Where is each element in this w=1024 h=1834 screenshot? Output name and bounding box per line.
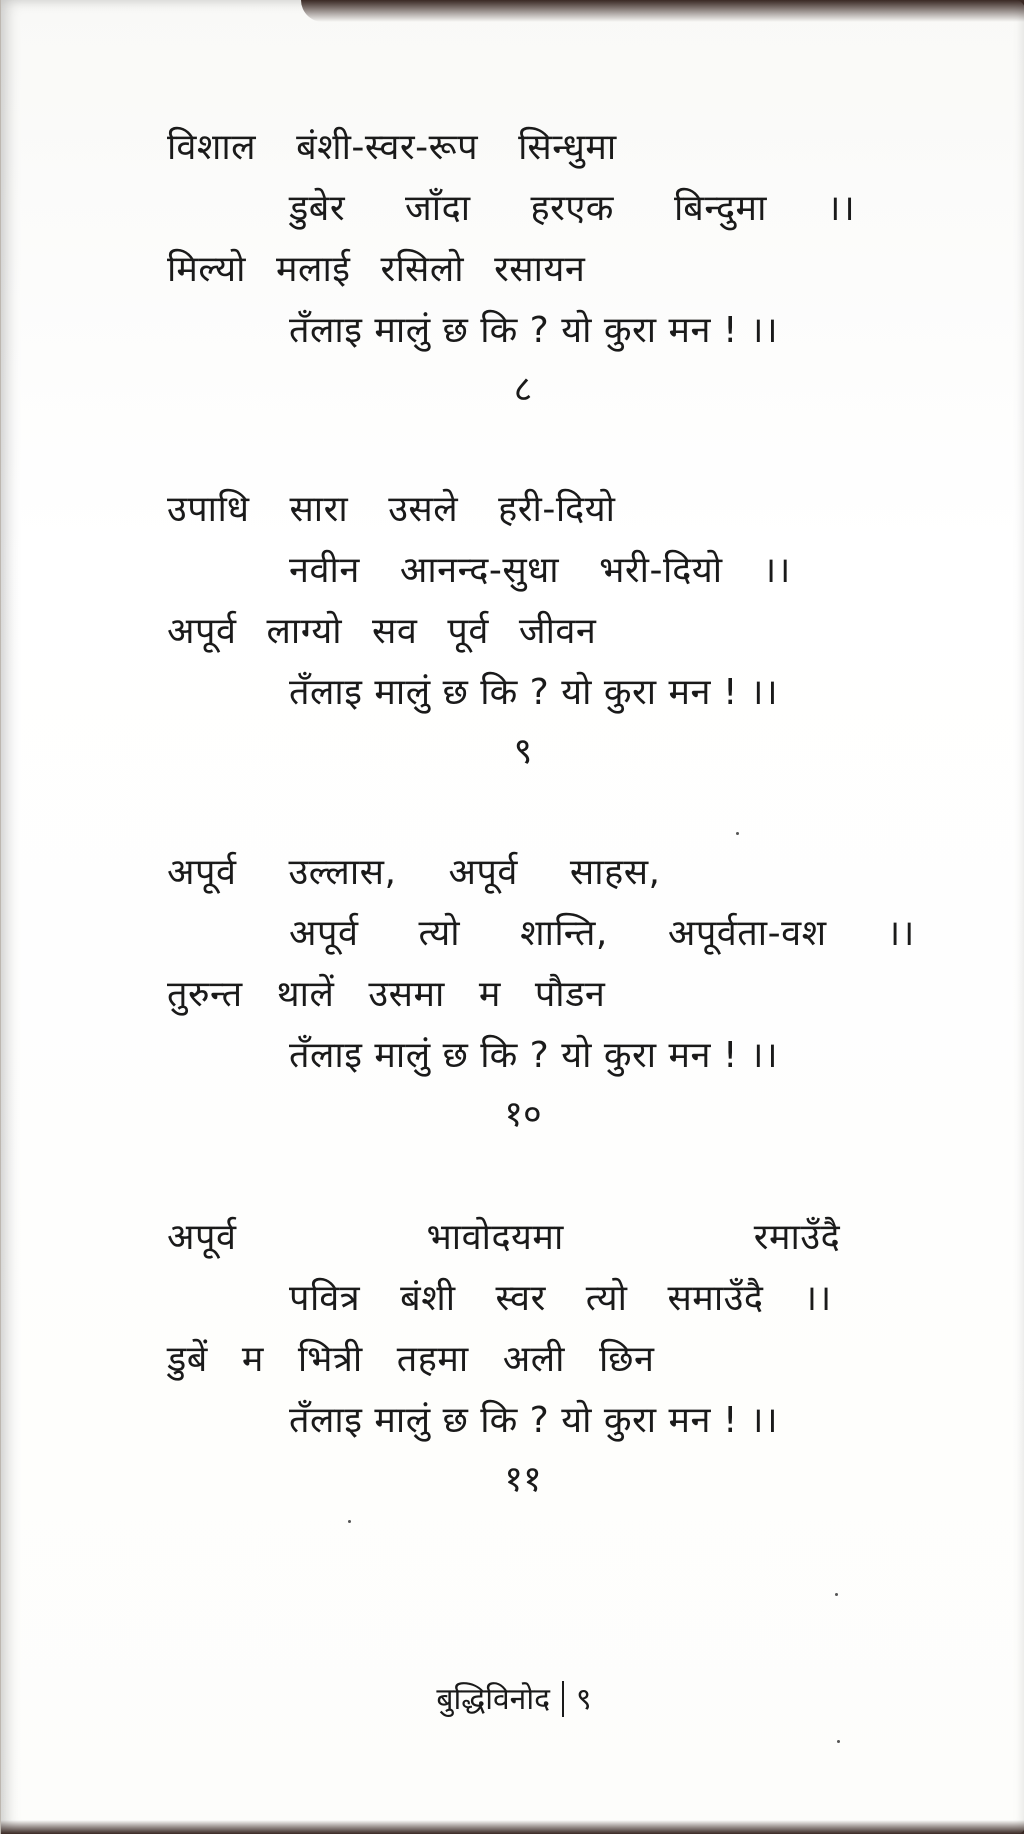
paper-speck [835, 1593, 838, 1596]
verse-word: बिन्दुमा [673, 188, 767, 229]
verse-word: मलाई [276, 249, 351, 290]
verse-word: अपूर्व [167, 611, 237, 652]
verse-word: हरएक [530, 188, 614, 229]
verse-line [167, 1216, 840, 1260]
stanza-number: ११ [504, 1459, 542, 1500]
page-top-shadow [301, 0, 1024, 22]
verse-word: लाग्यो [266, 611, 343, 652]
verse-line [167, 973, 605, 1017]
verse-word: पूर्व [447, 611, 489, 652]
verse-line [289, 1277, 832, 1321]
verse-word: उसमा [368, 974, 445, 1015]
verse-word: ।। [886, 913, 915, 954]
stanza-number: ८ [513, 369, 533, 410]
verse-word: जीवन [518, 611, 597, 652]
footer-separator [562, 1681, 564, 1717]
verse-word: छिन [598, 1339, 655, 1380]
verse-word: अपूर्व [448, 852, 518, 893]
verse-word: त्यो [418, 913, 461, 954]
page-footer [1, 1680, 1024, 1721]
verse-word: पवित्र [289, 1278, 361, 1319]
verse-line [167, 126, 617, 170]
verse-word: म [241, 1339, 264, 1380]
verse-word: अपूर्व [167, 1217, 237, 1258]
verse-word: तहमा [396, 1339, 469, 1380]
verse-word: सव [372, 611, 418, 652]
verse-word: अपूर्वता-वश [667, 913, 827, 954]
verse-word: अपूर्व [289, 913, 359, 954]
verse-word: तँलाइ मालुं छ कि ? यो कुरा मन ! ।। [289, 1400, 779, 1441]
verse-word: थालें [276, 974, 335, 1015]
verse-word: स्वर [495, 1278, 546, 1319]
verse-word: तँलाइ मालुं छ कि ? यो कुरा मन ! ।। [289, 1035, 779, 1076]
verse-word: ।। [803, 1278, 832, 1319]
stanza-number: ९ [513, 731, 533, 772]
verse-line [289, 549, 791, 593]
verse-word: सारा [289, 489, 349, 530]
footer-book-title: बुद्धिविनोद [436, 1682, 551, 1717]
verse-line [167, 610, 596, 654]
verse-line [167, 248, 585, 292]
verse-word: म [478, 974, 501, 1015]
verse-word: हरी-दियो [498, 489, 616, 530]
verse-word: पौडन [534, 974, 606, 1015]
verse-word: डुबेर [289, 188, 346, 229]
verse-word: रमाउँदै [753, 1217, 841, 1258]
verse-line [289, 187, 855, 231]
verse-word: तँलाइ मालुं छ कि ? यो कुरा मन ! ।। [289, 310, 779, 351]
verse-word: साहस, [569, 852, 661, 893]
verse-word: तुरुन्त [167, 974, 243, 1015]
page-bottom-shadow [1, 1820, 1024, 1834]
paper-speck [837, 1740, 840, 1743]
verse-word: आनन्द-सुधा [399, 550, 560, 591]
verse-word: भित्री [297, 1339, 363, 1380]
verse-line [167, 1338, 654, 1382]
verse-word: ।। [762, 550, 791, 591]
verse-word: सिन्धुमा [518, 127, 617, 168]
verse-word: तँलाइ मालुं छ कि ? यो कुरा मन ! ।। [289, 672, 779, 713]
verse-word: शान्ति, [520, 913, 608, 954]
verse-word: रसायन [494, 249, 586, 290]
verse-line [167, 488, 615, 532]
verse-word: बंशी [400, 1278, 456, 1319]
footer-page-number: ९ [576, 1682, 592, 1717]
verse-word: जाँदा [405, 188, 471, 229]
verse-word: ।। [826, 188, 856, 229]
verse-line [167, 851, 660, 895]
verse-word: अली [502, 1339, 565, 1380]
verse-word: अपूर्व [167, 852, 237, 893]
verse-word: उसले [388, 489, 459, 530]
paper-speck [736, 832, 739, 835]
stanza-number: १० [504, 1094, 542, 1135]
paper-speck [348, 1520, 351, 1523]
verse-word: रसिलो [380, 249, 465, 290]
verse-word: विशाल [167, 127, 257, 168]
verse-word: नवीन [289, 550, 360, 591]
verse-word: भरी-दियो [599, 550, 723, 591]
refrain-line [289, 1399, 778, 1443]
verse-word: बंशी-स्वर-रूप [296, 127, 479, 168]
refrain-line [289, 309, 778, 353]
verse-word: डुबें [167, 1339, 208, 1380]
verse-word: त्यो [585, 1278, 628, 1319]
verse-word: भावोदयमा [426, 1217, 564, 1258]
verse-word: उपाधि [167, 489, 250, 530]
refrain-line [289, 1034, 778, 1078]
verse-line [289, 912, 915, 956]
verse-word: उल्लास, [288, 852, 397, 893]
verse-word: मिल्यो [167, 249, 247, 290]
verse-word: समाउँदै [667, 1278, 764, 1319]
refrain-line [289, 671, 778, 715]
